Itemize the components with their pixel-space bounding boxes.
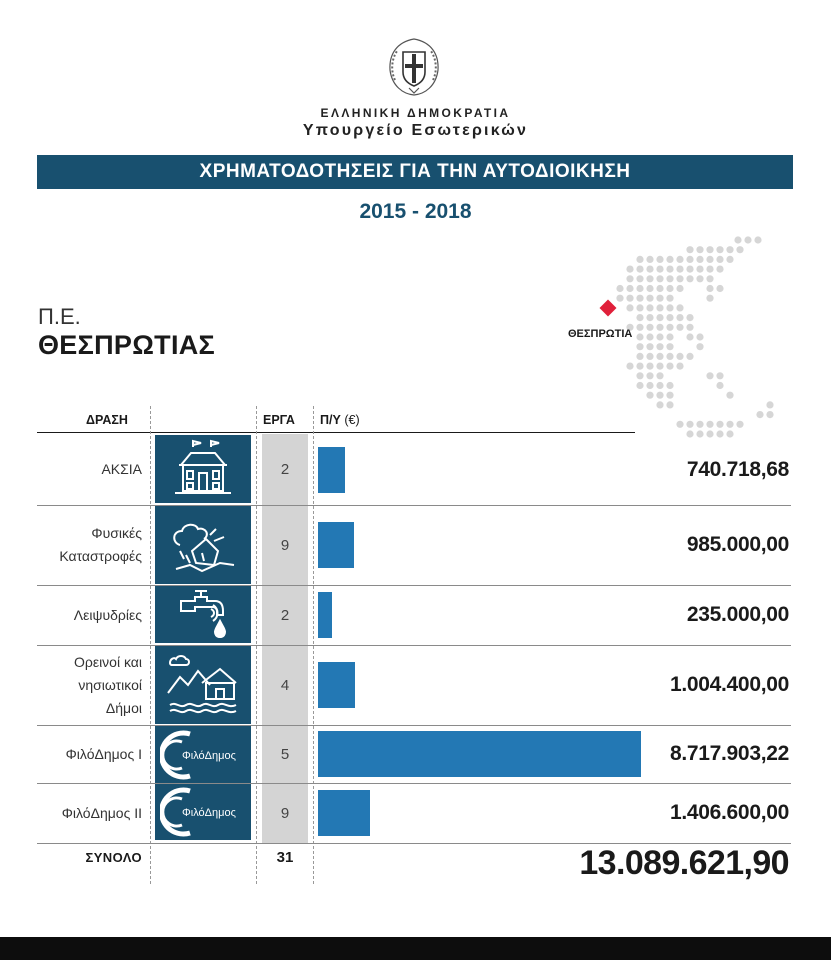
map-dot: [636, 343, 643, 350]
header-action: ΔΡΑΣΗ: [86, 413, 128, 427]
map-dot: [676, 275, 683, 282]
map-dot: [676, 256, 683, 263]
map-dot: [646, 343, 653, 350]
map-dot: [626, 304, 633, 311]
map-dot: [646, 333, 653, 340]
map-dot: [676, 304, 683, 311]
map-dot: [716, 256, 723, 263]
row-action-label: [37, 783, 147, 843]
header-budget-unit: (€): [344, 413, 360, 427]
map-dot: [656, 304, 663, 311]
map-dot: [736, 246, 743, 253]
map-dot: [646, 266, 653, 273]
map-dot: [706, 285, 713, 292]
row-projects-count: 9: [280, 804, 290, 822]
map-dot: [636, 256, 643, 263]
map-dot: [656, 343, 663, 350]
map-dot: [734, 236, 741, 243]
row-divider: [37, 585, 791, 586]
map-dot: [636, 275, 643, 282]
map-dot: [686, 353, 693, 360]
map-dot: [656, 324, 663, 331]
map-dot: [696, 421, 703, 428]
map-dot: [766, 401, 773, 408]
map-dot: [636, 353, 643, 360]
row-budget-amount: 1.004.400,00: [669, 673, 789, 696]
map-dot: [744, 236, 751, 243]
map-dot: [666, 324, 673, 331]
total-label: ΣΥΝΟΛΟ: [85, 850, 142, 865]
map-dot: [656, 314, 663, 321]
header-budget-label: Π/Υ: [320, 413, 341, 427]
map-dot: [696, 256, 703, 263]
budget-bar: [318, 790, 370, 836]
row-action-text: [74, 604, 142, 627]
map-dot: [716, 372, 723, 379]
map-dot: [656, 256, 663, 263]
row-projects-count: 9: [280, 536, 290, 554]
disaster-icon: [155, 506, 251, 584]
map-dot: [696, 275, 703, 282]
row-action-line: Λειψυδρίες: [73, 606, 142, 623]
map-dot: [716, 285, 723, 292]
map-dot: [616, 295, 623, 302]
period-years: 2015 - 2018: [359, 200, 472, 223]
map-dot: [636, 333, 643, 340]
map-dot: [726, 246, 733, 253]
map-dot: [696, 246, 703, 253]
map-dot: [706, 256, 713, 263]
map-dot: [616, 285, 623, 292]
map-dot: [666, 304, 673, 311]
row-action-line: Φυσικές: [91, 525, 142, 541]
row-action-line: ΦιλόΔημος ΙΙ: [61, 804, 142, 821]
map-dot: [676, 314, 683, 321]
budget-bar: [318, 592, 332, 638]
row-action-line: Δήμοι: [105, 699, 142, 716]
map-dot: [636, 382, 643, 389]
map-dot: [676, 363, 683, 370]
row-action-text: [59, 522, 142, 568]
map-dot: [666, 266, 673, 273]
map-dot: [626, 285, 633, 292]
map-dot: [636, 304, 643, 311]
map-dot: [706, 295, 713, 302]
map-dot: [696, 343, 703, 350]
map-dot: [716, 382, 723, 389]
map-dot: [636, 314, 643, 321]
map-dot: [736, 421, 743, 428]
row-action-line: Καταστροφές: [59, 548, 142, 564]
row-action-text: [66, 743, 142, 766]
map-dot: [646, 363, 653, 370]
map-dot: [656, 372, 663, 379]
map-dot: [706, 266, 713, 273]
map-dot: [656, 266, 663, 273]
row-budget-amount: 985.000,00: [686, 533, 789, 556]
row-action-line: Ορεινοί και: [73, 653, 142, 670]
map-dot: [696, 333, 703, 340]
map-dot: [666, 295, 673, 302]
row-action-label: [37, 645, 147, 725]
map-dot: [726, 256, 733, 263]
republic-title: ΕΛΛΗΝΙΚΗ ΔΗΜΟΚΡΑΤΙΑ: [320, 106, 511, 120]
map-dot: [754, 236, 761, 243]
coat-of-arms-icon: [383, 36, 445, 98]
map-dot: [656, 285, 663, 292]
map-dot: [726, 392, 733, 399]
row-projects-count: 2: [280, 461, 290, 478]
map-dot: [706, 275, 713, 282]
map-dot: [706, 246, 713, 253]
map-dot: [626, 266, 633, 273]
map-dot: [656, 353, 663, 360]
row-budget-amount: 1.406.600,00: [669, 801, 789, 824]
map-dot: [636, 324, 643, 331]
map-dot: [656, 295, 663, 302]
row-projects-count: 4: [280, 676, 290, 694]
budget-bar: [318, 731, 641, 777]
map-dot: [646, 256, 653, 263]
filodimos-logo-text: ΦιλόΔημος: [182, 749, 236, 762]
map-dot: [666, 275, 673, 282]
map-dot: [706, 421, 713, 428]
row-projects-count: 5: [280, 745, 290, 763]
map-dot: [676, 285, 683, 292]
map-dot: [666, 382, 673, 389]
map-dot: [646, 324, 653, 331]
row-action-text: [101, 458, 142, 481]
map-dot: [656, 363, 663, 370]
map-dot: [626, 363, 633, 370]
row-action-label: [37, 725, 147, 783]
row-action-text: [62, 802, 142, 825]
map-region-label: ΘΕΣΠΡΩΤΙΑ: [568, 328, 633, 340]
row-action-text: [74, 651, 142, 720]
row-action-line: νησιωτικοί: [78, 676, 142, 693]
map-dot: [656, 382, 663, 389]
footer-bar: [0, 937, 831, 960]
map-dot: [706, 372, 713, 379]
map-dot: [686, 275, 693, 282]
map-dot: [666, 401, 673, 408]
total-projects: 31: [276, 849, 294, 866]
map-dot: [646, 275, 653, 282]
ministry-title: Υπουργείο Εσωτερικών: [302, 122, 529, 139]
map-dot: [656, 333, 663, 340]
map-dot: [676, 421, 683, 428]
mountain-island-icon: [155, 646, 251, 724]
header-projects: ΕΡΓΑ: [263, 413, 295, 427]
row-action-line: ΑΚΣΙΑ: [101, 461, 142, 477]
budget-bar: [318, 522, 354, 568]
budget-bar: [318, 662, 355, 708]
map-dot: [656, 275, 663, 282]
banner-title: ΧΡΗΜΑΤΟΔΟΤΗΣΕΙΣ ΓΙΑ ΤΗΝ ΑΥΤΟΔΙΟΙΚΗΣΗ: [37, 155, 793, 189]
map-dot: [666, 314, 673, 321]
header-budget: [320, 413, 360, 427]
filodimos-logo-icon: [155, 726, 251, 783]
map-dot: [686, 324, 693, 331]
map-dot: [686, 266, 693, 273]
row-action-line: ΦιλόΔημος Ι: [65, 745, 142, 762]
map-dot: [646, 314, 653, 321]
row-projects-count: 2: [280, 606, 290, 624]
map-dot: [626, 275, 633, 282]
map-dot: [646, 304, 653, 311]
map-dot: [666, 333, 673, 340]
row-budget-amount: 8.717.903,22: [669, 742, 789, 765]
map-dot: [646, 382, 653, 389]
map-dot: [686, 421, 693, 428]
row-action-label: [37, 585, 147, 645]
budget-bar: [318, 447, 345, 493]
map-dot: [646, 392, 653, 399]
water-tap-icon: [155, 586, 251, 643]
map-dot: [716, 246, 723, 253]
map-dot: [636, 295, 643, 302]
map-dot: [726, 421, 733, 428]
map-dot: [666, 392, 673, 399]
region-name: ΘΕΣΠΡΩΤΙΑΣ: [38, 330, 216, 360]
map-dot: [756, 411, 763, 418]
row-budget-amount: 235.000,00: [686, 603, 789, 626]
row-divider: [37, 505, 791, 506]
map-dot: [656, 392, 663, 399]
map-dot: [716, 421, 723, 428]
map-dot: [646, 295, 653, 302]
filodimos-logo-text: ΦιλόΔημος: [182, 807, 236, 819]
house-icon: [155, 435, 251, 503]
map-dot: [666, 256, 673, 263]
map-dot: [696, 266, 703, 273]
header-divider: [37, 432, 635, 433]
total-amount: 13.089.621,90: [579, 844, 789, 882]
map-dot: [646, 353, 653, 360]
region-prefix: Π.Ε.: [38, 304, 81, 329]
map-dot: [686, 333, 693, 340]
map-dot: [766, 411, 773, 418]
map-dot: [636, 285, 643, 292]
row-action-label: [37, 434, 147, 505]
map-dot: [646, 372, 653, 379]
map-dot: [666, 353, 673, 360]
row-budget-amount: 740.718,68: [686, 457, 789, 481]
map-dot: [676, 353, 683, 360]
map-dot: [686, 256, 693, 263]
map-dot: [646, 285, 653, 292]
map-dot: [636, 363, 643, 370]
region-marker: [600, 300, 617, 317]
map-dot: [716, 266, 723, 273]
map-dot: [676, 324, 683, 331]
filodimos-logo-icon: [155, 784, 251, 840]
map-dot: [656, 401, 663, 408]
map-dot: [676, 266, 683, 273]
row-action-label: [37, 505, 147, 585]
map-dot: [666, 363, 673, 370]
map-dot: [636, 372, 643, 379]
map-dot: [636, 266, 643, 273]
map-dot: [626, 295, 633, 302]
map-dot: [686, 314, 693, 321]
map-dot: [666, 343, 673, 350]
map-dot: [666, 285, 673, 292]
map-dot: [686, 246, 693, 253]
